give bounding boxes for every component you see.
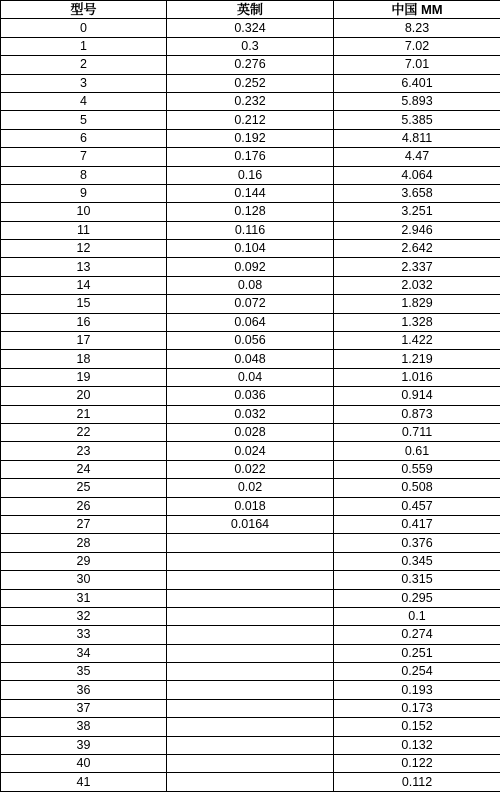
cell-model: 40 [1,755,167,773]
table-row [1,295,500,313]
cell-imperial [167,773,334,791]
cell-model: 34 [1,644,167,662]
cell-china-mm: 0.122 [334,755,500,773]
cell-china-mm: 5.893 [334,92,500,110]
cell-model: 9 [1,184,167,202]
cell-imperial: 0.276 [167,56,334,74]
cell-imperial: 0.176 [167,148,334,166]
table-row [1,332,500,350]
cell-model: 12 [1,240,167,258]
cell-imperial [167,663,334,681]
table-row [1,111,500,129]
cell-model: 13 [1,258,167,276]
table-row [1,405,500,423]
table-row [1,258,500,276]
table-row [1,221,500,239]
table-row [1,773,500,791]
cell-model: 41 [1,773,167,791]
cell-model: 24 [1,460,167,478]
cell-model: 25 [1,479,167,497]
cell-china-mm: 6.401 [334,74,500,92]
table-row [1,19,500,37]
cell-china-mm: 3.658 [334,184,500,202]
table-row [1,534,500,552]
cell-china-mm: 4.47 [334,148,500,166]
cell-china-mm: 0.254 [334,663,500,681]
cell-china-mm: 0.508 [334,479,500,497]
table-row [1,313,500,331]
table-row [1,718,500,736]
cell-imperial: 0.08 [167,276,334,294]
table-row [1,699,500,717]
cell-imperial: 0.092 [167,258,334,276]
table-row [1,240,500,258]
cell-model: 27 [1,515,167,533]
table-row [1,203,500,221]
cell-model: 8 [1,166,167,184]
table-row [1,423,500,441]
cell-imperial [167,552,334,570]
cell-model: 23 [1,442,167,460]
table-row [1,552,500,570]
cell-model: 15 [1,295,167,313]
cell-imperial: 0.232 [167,92,334,110]
cell-model: 26 [1,497,167,515]
cell-imperial: 0.04 [167,368,334,386]
cell-imperial: 0.116 [167,221,334,239]
table-row [1,129,500,147]
cell-imperial: 0.072 [167,295,334,313]
table-row [1,387,500,405]
table-row [1,166,500,184]
cell-model: 35 [1,663,167,681]
table-row [1,56,500,74]
cell-model: 5 [1,111,167,129]
cell-china-mm: 1.422 [334,332,500,350]
cell-china-mm: 0.251 [334,644,500,662]
cell-model: 36 [1,681,167,699]
table-row [1,92,500,110]
cell-model: 17 [1,332,167,350]
cell-model: 29 [1,552,167,570]
cell-imperial: 0.324 [167,19,334,37]
cell-model: 3 [1,74,167,92]
table-row [1,571,500,589]
cell-imperial [167,534,334,552]
table-row [1,497,500,515]
cell-china-mm: 0.914 [334,387,500,405]
cell-china-mm: 0.295 [334,589,500,607]
table-row [1,663,500,681]
cell-model: 11 [1,221,167,239]
cell-china-mm: 1.016 [334,368,500,386]
cell-imperial: 0.212 [167,111,334,129]
cell-model: 39 [1,736,167,754]
cell-model: 7 [1,148,167,166]
cell-model: 20 [1,387,167,405]
cell-imperial [167,681,334,699]
cell-imperial: 0.3 [167,37,334,55]
cell-china-mm: 0.193 [334,681,500,699]
cell-china-mm: 0.173 [334,699,500,717]
cell-imperial: 0.064 [167,313,334,331]
cell-model: 0 [1,19,167,37]
cell-china-mm: 2.337 [334,258,500,276]
cell-model: 37 [1,699,167,717]
table-row [1,350,500,368]
cell-imperial: 0.144 [167,184,334,202]
cell-imperial: 0.128 [167,203,334,221]
cell-imperial [167,755,334,773]
cell-imperial [167,699,334,717]
cell-imperial: 0.036 [167,387,334,405]
cell-china-mm: 0.315 [334,571,500,589]
header-imperial: 英制 [167,1,334,19]
table-row [1,148,500,166]
cell-china-mm: 0.376 [334,534,500,552]
cell-china-mm: 0.711 [334,423,500,441]
cell-imperial: 0.0164 [167,515,334,533]
cell-china-mm: 8.23 [334,19,500,37]
cell-china-mm: 5.385 [334,111,500,129]
cell-model: 1 [1,37,167,55]
cell-imperial: 0.028 [167,423,334,441]
cell-imperial: 0.048 [167,350,334,368]
cell-china-mm: 0.873 [334,405,500,423]
cell-model: 33 [1,626,167,644]
table-row [1,368,500,386]
cell-imperial: 0.056 [167,332,334,350]
cell-imperial [167,736,334,754]
header-china-mm: 中国 MM [334,1,500,19]
cell-model: 4 [1,92,167,110]
table-row [1,479,500,497]
cell-model: 10 [1,203,167,221]
table-row [1,681,500,699]
cell-imperial: 0.192 [167,129,334,147]
table-row [1,626,500,644]
table-row [1,607,500,625]
table-body [1,19,500,791]
cell-china-mm: 0.112 [334,773,500,791]
cell-model: 38 [1,718,167,736]
table-row [1,460,500,478]
cell-china-mm: 2.032 [334,276,500,294]
cell-imperial [167,571,334,589]
cell-imperial: 0.032 [167,405,334,423]
table-row [1,589,500,607]
cell-model: 19 [1,368,167,386]
cell-imperial: 0.252 [167,74,334,92]
cell-imperial [167,589,334,607]
table-row [1,644,500,662]
table-row [1,515,500,533]
cell-model: 32 [1,607,167,625]
cell-model: 21 [1,405,167,423]
cell-imperial: 0.022 [167,460,334,478]
cell-imperial: 0.02 [167,479,334,497]
table-header-row [1,1,500,19]
cell-china-mm: 0.61 [334,442,500,460]
cell-china-mm: 0.345 [334,552,500,570]
cell-china-mm: 7.02 [334,37,500,55]
cell-china-mm: 3.251 [334,203,500,221]
cell-model: 14 [1,276,167,294]
header-model: 型号 [1,1,167,19]
table-row [1,74,500,92]
cell-china-mm: 4.064 [334,166,500,184]
cell-china-mm: 1.219 [334,350,500,368]
table-row [1,736,500,754]
cell-china-mm: 0.274 [334,626,500,644]
cell-model: 18 [1,350,167,368]
cell-imperial: 0.16 [167,166,334,184]
cell-china-mm: 0.152 [334,718,500,736]
cell-model: 2 [1,56,167,74]
cell-china-mm: 2.946 [334,221,500,239]
cell-imperial [167,607,334,625]
cell-model: 28 [1,534,167,552]
cell-imperial: 0.104 [167,240,334,258]
cell-imperial: 0.024 [167,442,334,460]
cell-china-mm: 4.811 [334,129,500,147]
cell-china-mm: 0.1 [334,607,500,625]
cell-imperial [167,718,334,736]
cell-china-mm: 0.417 [334,515,500,533]
table-row [1,37,500,55]
table-row [1,755,500,773]
cell-imperial [167,626,334,644]
cell-model: 30 [1,571,167,589]
table-row [1,276,500,294]
cell-model: 6 [1,129,167,147]
cell-china-mm: 0.559 [334,460,500,478]
table-row [1,442,500,460]
cell-china-mm: 0.132 [334,736,500,754]
cell-model: 31 [1,589,167,607]
cell-model: 22 [1,423,167,441]
cell-china-mm: 0.457 [334,497,500,515]
table-row [1,184,500,202]
cell-imperial: 0.018 [167,497,334,515]
cell-china-mm: 2.642 [334,240,500,258]
cell-model: 16 [1,313,167,331]
cell-imperial [167,644,334,662]
cell-china-mm: 7.01 [334,56,500,74]
cell-china-mm: 1.829 [334,295,500,313]
cell-china-mm: 1.328 [334,313,500,331]
